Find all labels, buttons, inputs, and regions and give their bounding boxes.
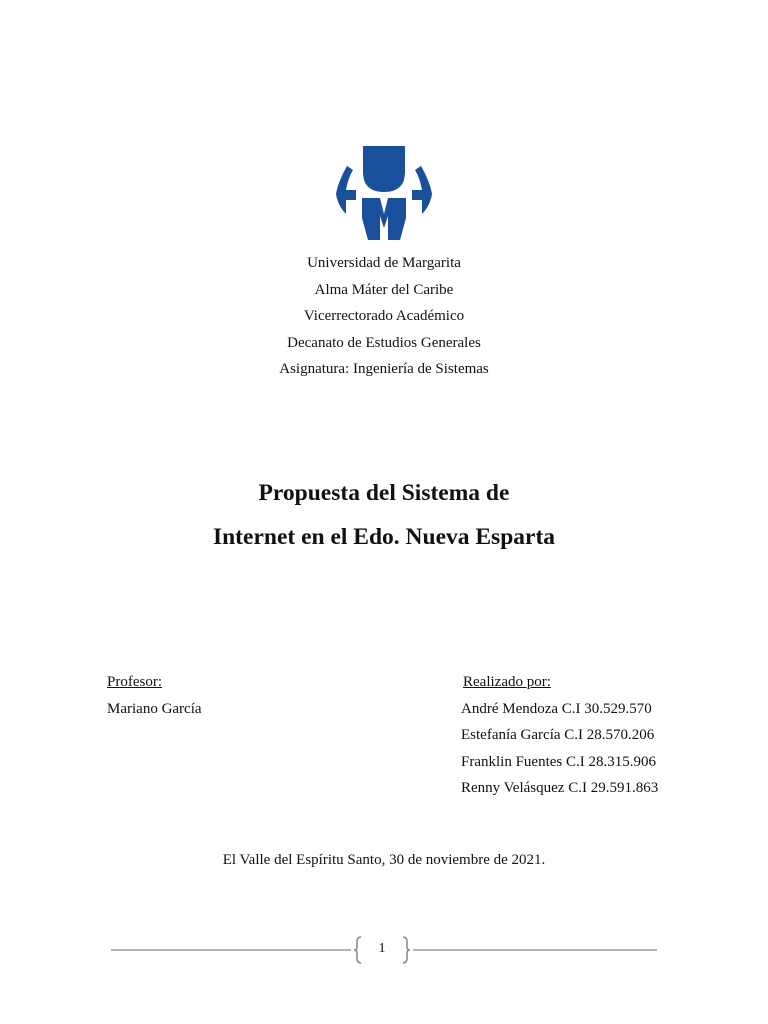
header-line-motto: Alma Máter del Caribe [314, 281, 454, 298]
logo-head-shape [363, 146, 405, 192]
professor-block [107, 672, 202, 725]
logo-right-arm-shape [412, 166, 432, 214]
author-item: Estefanía García C.I 28.570.206 [461, 727, 655, 744]
header-line-subject: Asignatura: Ingeniería de Sistemas [279, 361, 489, 378]
author-item: Franklin Fuentes C.I 28.315.906 [461, 753, 656, 770]
author-item: Renny Velásquez C.I 29.591.863 [461, 780, 659, 797]
authors-label: Realizado por: [463, 674, 551, 690]
institution-header [0, 253, 768, 386]
page-footer [111, 934, 657, 966]
logo-left-arm-shape [336, 166, 356, 214]
place-and-date: El Valle del Espíritu Santo, 30 de noviembre de 2021. [222, 852, 546, 868]
professor-label: Profesor: [107, 674, 162, 690]
document-title-line-2: Internet en el Edo. Nueva Esparta [212, 524, 556, 550]
document-title-line-1: Propuesta del Sistema de [258, 480, 510, 506]
professor-name: Mariano García [107, 700, 202, 717]
author-item: André Mendoza C.I 30.529.570 [461, 700, 652, 717]
university-logo-icon [334, 144, 434, 242]
header-line-university: Universidad de Margarita [307, 255, 461, 271]
header-line-vicerrectorado: Vicerrectorado Académico [303, 308, 465, 325]
authors-block [461, 672, 658, 805]
header-line-decanato: Decanato de Estudios Generales [287, 334, 481, 351]
page-number: 1 [378, 941, 386, 956]
